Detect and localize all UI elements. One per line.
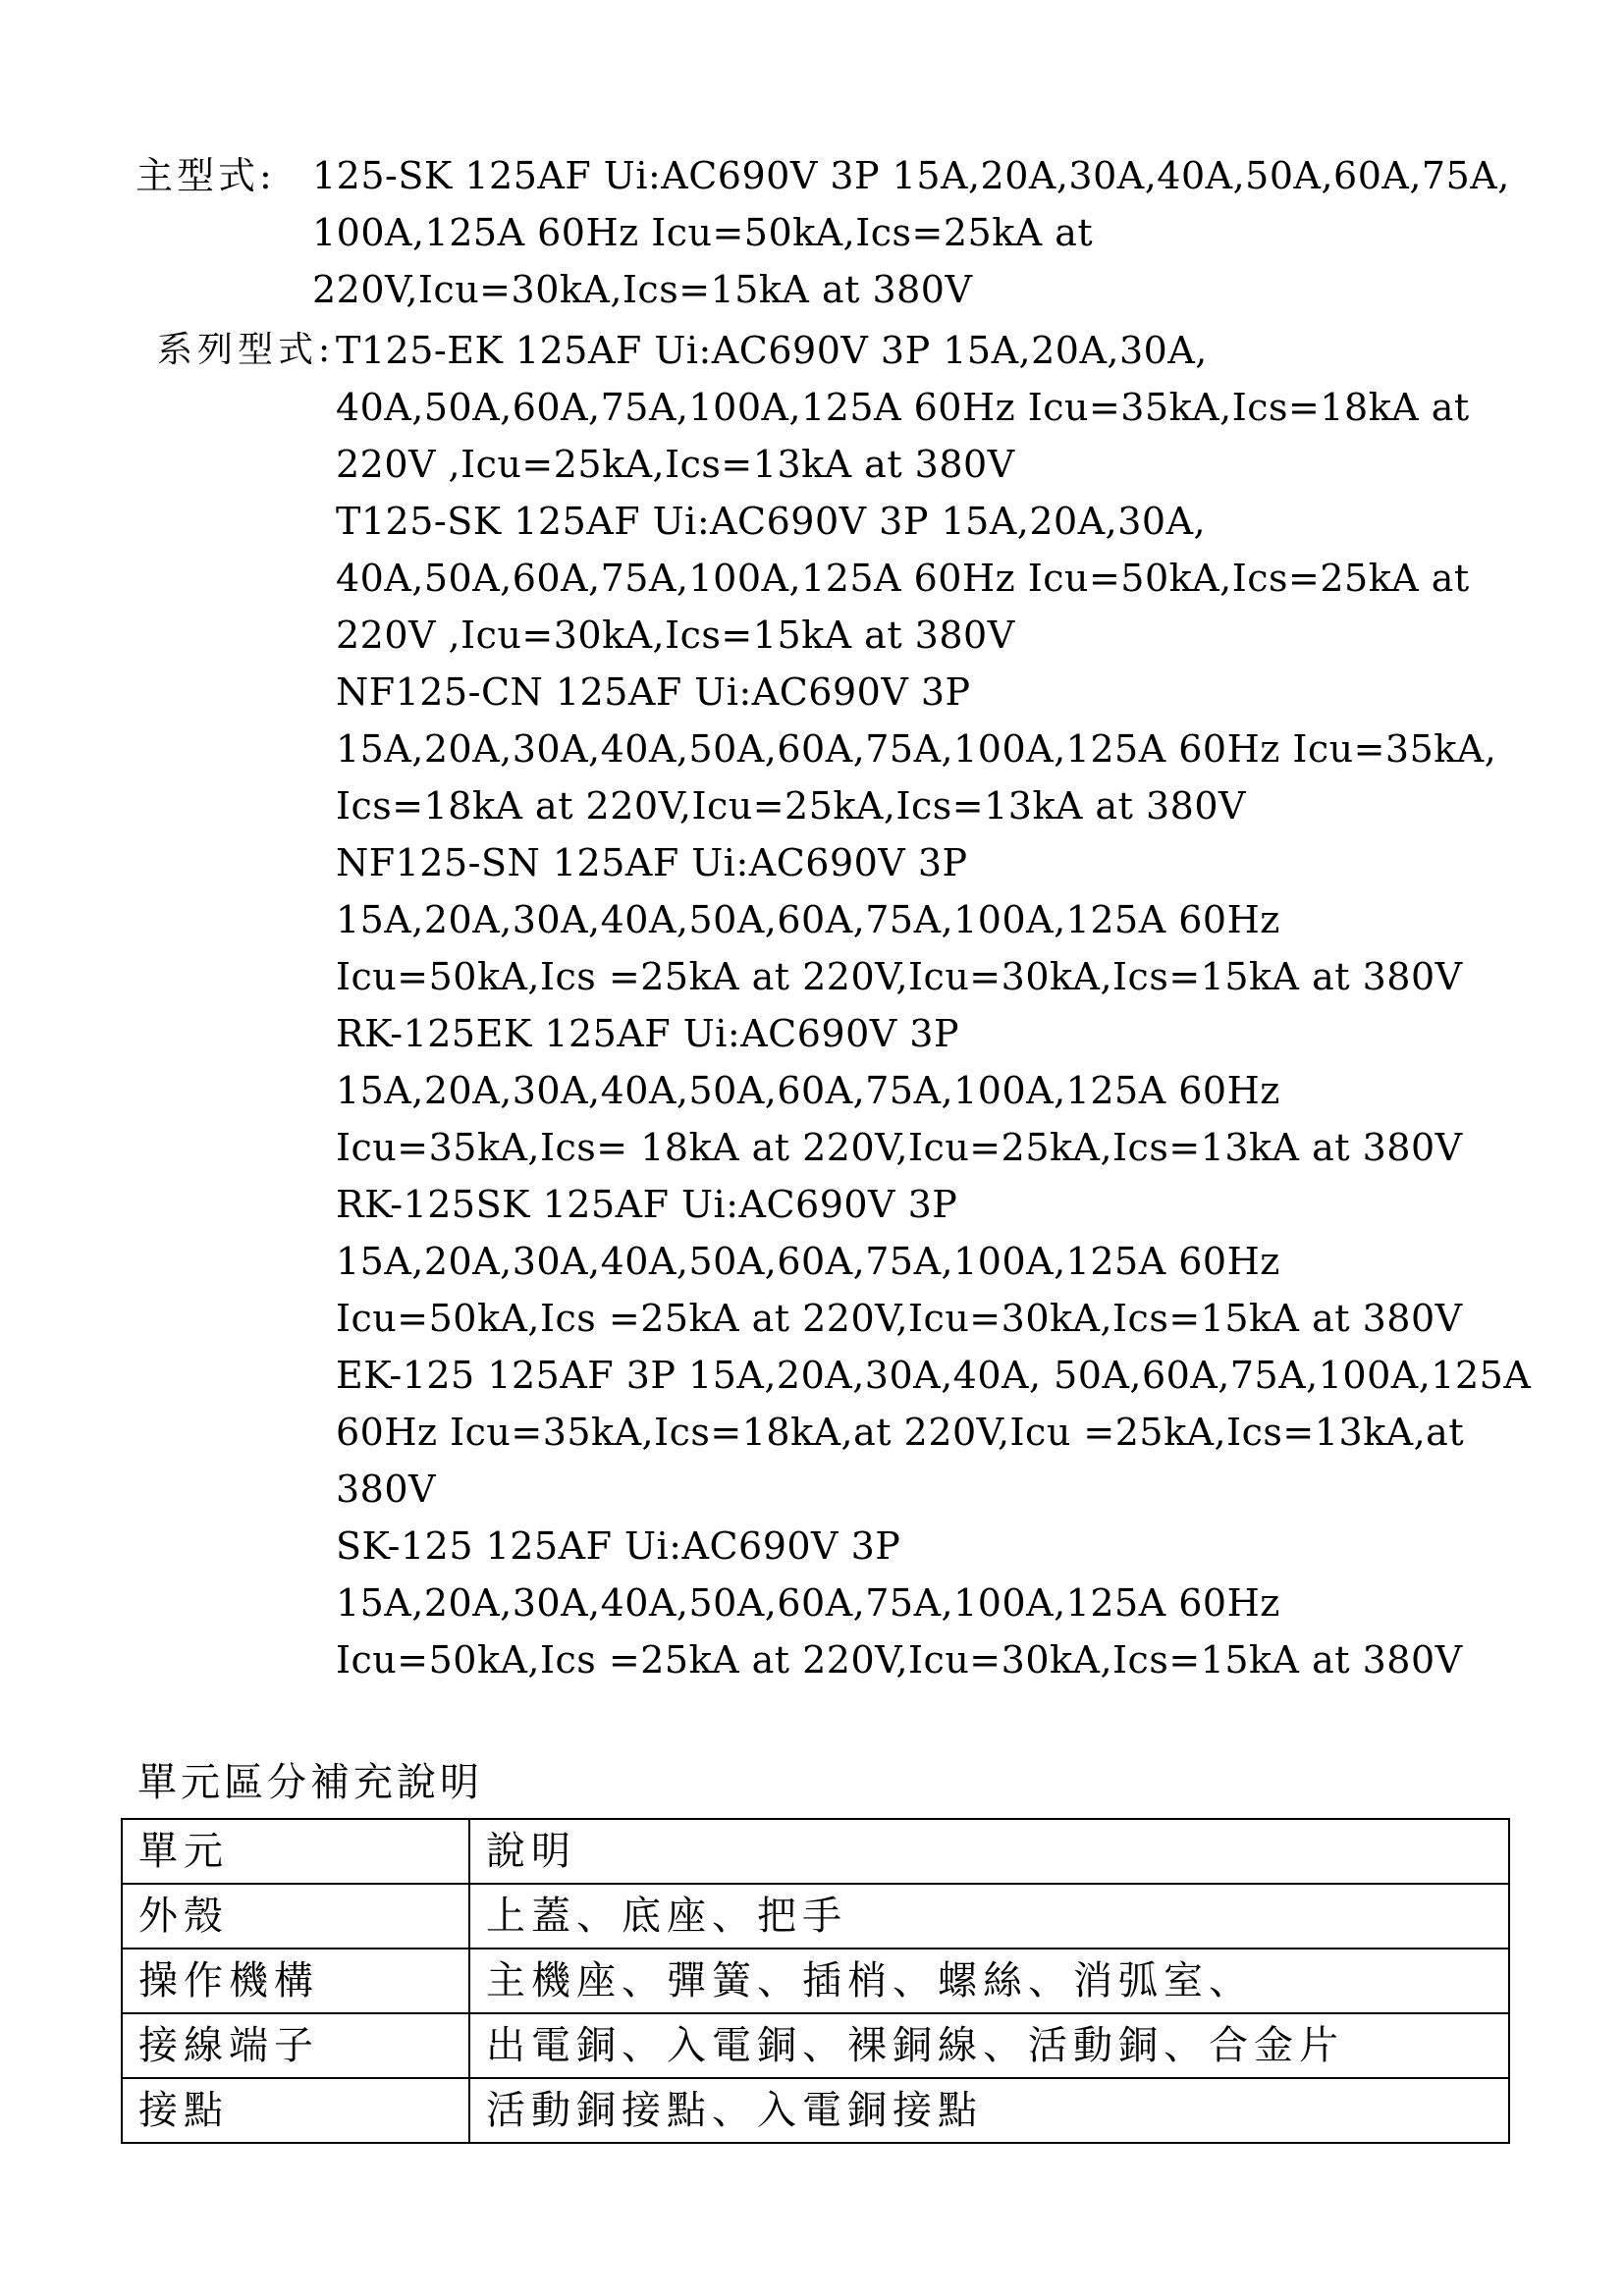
- table-row: [122, 1884, 1509, 1949]
- units-table: [121, 1818, 1510, 2144]
- header-unit-cell: 單元: [122, 1819, 469, 1884]
- main-type-value: 125-SK 125AF Ui:AC690V 3P 15A,20A,30A,40A,50A,60A,75A, 100A,125A 60Hz Icu=50kA,Ics=25kA at 220V,Icu=30kA,Ics=15kA at 380V: [312, 154, 1510, 311]
- series-item-rk-125ek: RK-125EK 125AF Ui:AC690V 3P 15A,20A,30A,40A,50A,60A,75A,100A,125A 60Hz Icu=35kA,Ics= 18kA at 220V,Icu=25kA,Ics=13kA at 380V: [336, 1012, 1463, 1169]
- series-item-ek-125: EK-125 125AF 3P 15A,20A,30A,40A, 50A,60A,75A,100A,125A 60Hz Icu=35kA,Ics=18kA,at 220V,Icu =25kA,Ics=13kA,at 380V: [336, 1354, 1532, 1511]
- unit-cell: 接點: [122, 2078, 469, 2143]
- series-item-rk-125sk: RK-125SK 125AF Ui:AC690V 3P 15A,20A,30A,40A,50A,60A,75A,100A,125A 60Hz Icu=50kA,Ics =25kA at 220V,Icu=30kA,Ics=15kA at 380V: [336, 1183, 1463, 1340]
- series-type-row: [157, 322, 1551, 1688]
- series-type-list: [336, 322, 1551, 1688]
- series-type-label: 系列型式:: [157, 330, 336, 370]
- main-type-row: [135, 147, 1549, 318]
- table-row: [122, 1949, 1509, 2013]
- series-item-nf125-cn: NF125-CN 125AF Ui:AC690V 3P 15A,20A,30A,40A,50A,60A,75A,100A,125A 60Hz Icu=35kA, Ics=18kA at 220V,Icu=25kA,Ics=13kA at 380V: [336, 670, 1497, 828]
- main-type-block: [135, 147, 1549, 318]
- description-cell: 上蓋、底座、把手: [469, 1884, 1509, 1949]
- description-cell: 主機座、彈簧、插梢、螺絲、消弧室、: [469, 1949, 1509, 2013]
- table-row: [122, 2078, 1509, 2143]
- unit-cell: 外殼: [122, 1884, 469, 1949]
- description-cell: 出電銅、入電銅、裸銅線、活動銅、合金片: [469, 2013, 1509, 2078]
- series-item-t125-ek: T125-EK 125AF Ui:AC690V 3P 15A,20A,30A, 40A,50A,60A,75A,100A,125A 60Hz Icu=35kA,Ics=18kA at 220V ,Icu=25kA,Ics=13kA at 380V: [336, 329, 1470, 486]
- series-item-nf125-sn: NF125-SN 125AF Ui:AC690V 3P 15A,20A,30A,40A,50A,60A,75A,100A,125A 60Hz Icu=50kA,Ics =25kA at 220V,Icu=30kA,Ics=15kA at 380V: [336, 841, 1463, 998]
- unit-cell: 接線端子: [122, 2013, 469, 2078]
- table-row: [122, 2013, 1509, 2078]
- units-section-title: 單元區分補充說明: [137, 1760, 483, 1805]
- unit-cell: 操作機構: [122, 1949, 469, 2013]
- header-description-cell: 說明: [469, 1819, 1509, 1884]
- table-header-row: [122, 1819, 1509, 1884]
- series-item-sk-125: SK-125 125AF Ui:AC690V 3P 15A,20A,30A,40A,50A,60A,75A,100A,125A 60Hz Icu=50kA,Ics =25kA at 220V,Icu=30kA,Ics=15kA at 380V: [336, 1524, 1463, 1682]
- series-item-t125-sk: T125-SK 125AF Ui:AC690V 3P 15A,20A,30A, 40A,50A,60A,75A,100A,125A 60Hz Icu=50kA,Ics=25kA at 220V ,Icu=30kA,Ics=15kA at 380V: [336, 500, 1470, 657]
- description-cell: 活動銅接點、入電銅接點: [469, 2078, 1509, 2143]
- series-type-block: [157, 322, 1551, 1688]
- main-type-label: 主型式:: [135, 154, 276, 197]
